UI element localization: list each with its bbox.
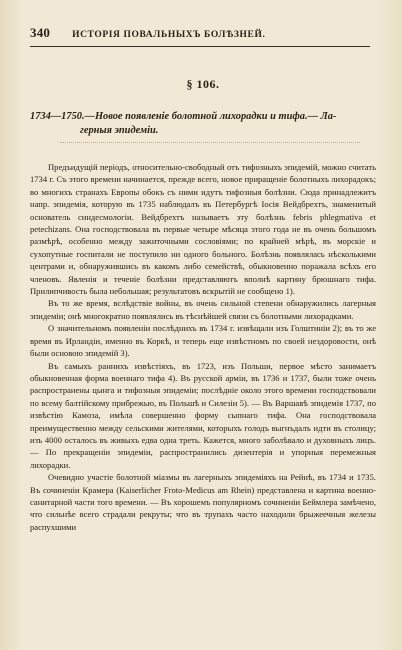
paragraph: О значительномъ появленіи послѣднихъ въ 1734 г. извѣщали изъ Голштиніи 2); въ то же время въ Ирландіи, именно въ Коркѣ, и теперь еще извѣстномъ по своей нездоровости, онѣ были основою эпидемій 3). [30, 323, 376, 359]
paragraph: Въ самыхъ раннихъ извѣстіяхъ, въ 1723, изъ Польши, первое мѣсто занимаетъ обыкновенная форма военнаго тифа 4). Въ русской арміи, въ 1736 и 1737, были тоже очень распространены цынга и тифозныя эпидеміи; послѣдніе около этого времени господствовали по всему балтійскому прибрежью, въ Польшѣ и Силезіи 5). — Въ Варшавѣ эпидемія 1737, по извѣстію Камоза, имѣла совершенно форму сыпнаго тифа. Она господствовала преимущественно между сельскими жителями, которыхъ голодъ выгнъдалъ идти въ столицу; изъ 4000 осталось въ живыхъ едва одна треть. Кажется, много заболѣвало и духовныхъ лицъ.— По прекращеніи эпидеміи, распространились дизентерія и упорныя перемежныя лихорадки. [30, 360, 376, 470]
section-title [30, 110, 376, 138]
section-title-line-1: 1734—1750.—Новое появленіе болотной лихорадки и тифа.— Лa- [30, 111, 337, 122]
body-text [30, 161, 376, 533]
paragraph: Въ то же время, вслѣдствіе войны, въ очень сильной степени обнаружились лагерныя эпидеміи; онѣ многократно появлялись въ тѣснѣйшей связи съ болотными лихорадками. [30, 298, 376, 321]
running-title: ИСТОРІЯ ПОВАЛЬНЫХЪ БОЛѢЗНЕЙ. [72, 30, 266, 40]
running-header [30, 26, 376, 42]
section-number: § 106. [186, 77, 220, 91]
title-divider [60, 142, 360, 151]
section-title-line-2: герныя эпидеміи. [80, 125, 159, 136]
header-rule [30, 46, 370, 47]
paragraph: Очевидно участіе болотной міазмы въ лагерныхъ эпидеміяхъ на Рейнѣ, въ 1734 и 1735. Въ сочиненіи Крамера (Kaiserlicher Froto-Medicus am Rhein) представлена и картина военно-санитарной части того времени. — Въ хорошемъ популярномъ сочиненіи Беймлера замѣчено, что сильнѣе всего страдали рекруты; что въ трупахъ часто находили брыжеечныя железы распухшими [30, 472, 376, 532]
paragraph: Предъидущій періодъ, относительно-свободный отъ тифозныхъ эпидемій, можно считать 1734 г. Съ этого времени начинается, прежде всего, новое приращеніе болотныхъ лихорадокъ; во многихъ странахъ Европы обокъ съ ними идутъ тифозныя болѣзни. Сюда принадлежитъ напр. эпидемія, которую въ 1735 наблюдалъ въ Петербургѣ Іосія Вейдбрехтъ, знаменитый основатель синдесмологіи. Вейдбрехтъ называетъ эту болѣзнь febris phlegmativa et petechizans. Она господствовала въ первые четыре мѣсяца этого года не въ очень большомъ размѣрѣ, особенно между зажиточными сословіями; по крайней мѣрѣ, въ морскіе и сухопутные госпитали не поступило ни одного больного. Болѣзнь появлялась нѣсколькими центрами и, обнаружившись въ какомъ либо семействѣ, обыкновенно поражала всѣхъ его членовъ. Явленія и теченіе болѣзни представляютъ вполнѣ картину брюшнаго тифа. Прилипчивость была небольшая; результатовъ вскрытій не сообщено 1). [30, 162, 376, 297]
page-number: 340 [30, 25, 51, 40]
